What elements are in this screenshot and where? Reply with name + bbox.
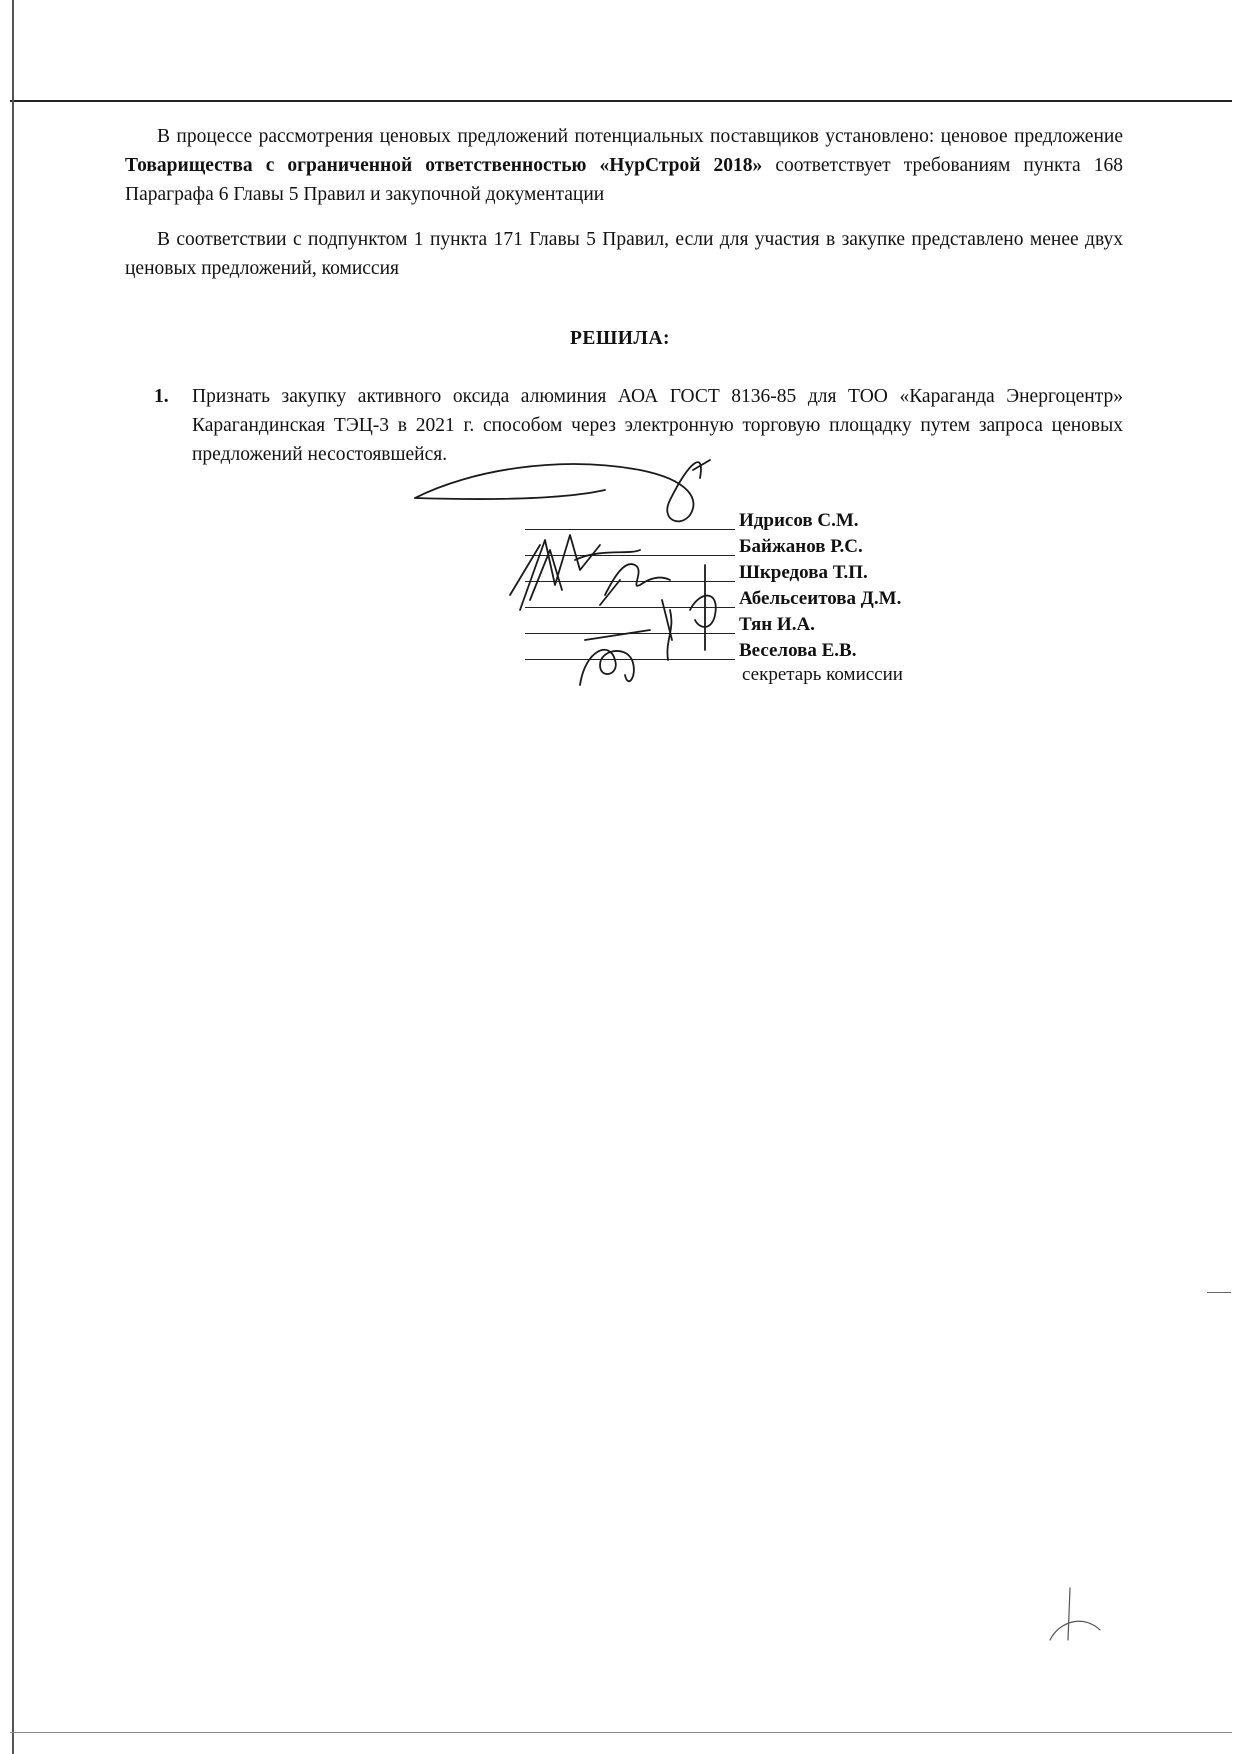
- decision-item-number: 1.: [154, 386, 169, 407]
- decision-item: [156, 382, 1123, 469]
- signature-row: [525, 585, 945, 610]
- signature-line: [525, 659, 735, 660]
- header-rule: [10, 100, 1232, 102]
- signature-row: [525, 507, 945, 532]
- signature-line: [525, 607, 735, 608]
- right-margin-mark: [1207, 1292, 1231, 1293]
- signature-line: [525, 633, 735, 634]
- left-scan-edge: [12, 0, 14, 1754]
- secretary-label: секретарь комиссии: [742, 664, 903, 685]
- signature-row: [525, 559, 945, 584]
- paragraph-price-offers: [125, 122, 1123, 209]
- signature-line: [525, 529, 735, 530]
- member-name: Идрисов С.М.: [739, 510, 859, 531]
- member-name: Шкредова Т.П.: [739, 562, 868, 583]
- supplier-name: Товарищества с ограниченной ответственностью «НурСтрой 2018»: [125, 155, 763, 176]
- signature-row: [525, 533, 945, 558]
- decision-item-text: Признать закупку активного оксида алюминия АОА ГОСТ 8136-85 для ТОО «Караганда Энергоцентр» Карагандинская ТЭЦ-3 в 2021 г. способом через электронную торговую площадку путем запроса ценовых предложений несостоявшейся.: [192, 386, 1123, 465]
- decision-heading: РЕШИЛА:: [569, 328, 671, 349]
- member-name: Абельсеитова Д.М.: [739, 588, 902, 609]
- paragraph-legal-basis: [125, 225, 1123, 283]
- signature-line: [525, 555, 735, 556]
- signature-line: [525, 581, 735, 582]
- member-name: Байжанов Р.С.: [739, 536, 863, 557]
- paragraph-1-ending: соответствует требованиям пункта 168 Параграфа 6 Главы 5 Правил и закупочной документации: [125, 155, 1123, 205]
- signature-row: [525, 611, 945, 636]
- paragraph-1-intro: В процессе рассмотрения ценовых предложений потенциальных поставщиков установлено: ценовое предложение: [157, 126, 1123, 147]
- margin-mark: [1050, 1588, 1100, 1640]
- paragraph-1-text: [125, 122, 1123, 209]
- member-name: Тян И.А.: [739, 614, 815, 635]
- member-name: Веселова Е.В.: [739, 640, 857, 661]
- signature-row: [525, 637, 945, 662]
- paragraph-2-text: В соответствии с подпунктом 1 пункта 171 Главы 5 Правил, если для участия в закупке представлено менее двух ценовых предложений, комиссия: [125, 229, 1123, 279]
- bottom-scan-edge: [10, 1732, 1232, 1733]
